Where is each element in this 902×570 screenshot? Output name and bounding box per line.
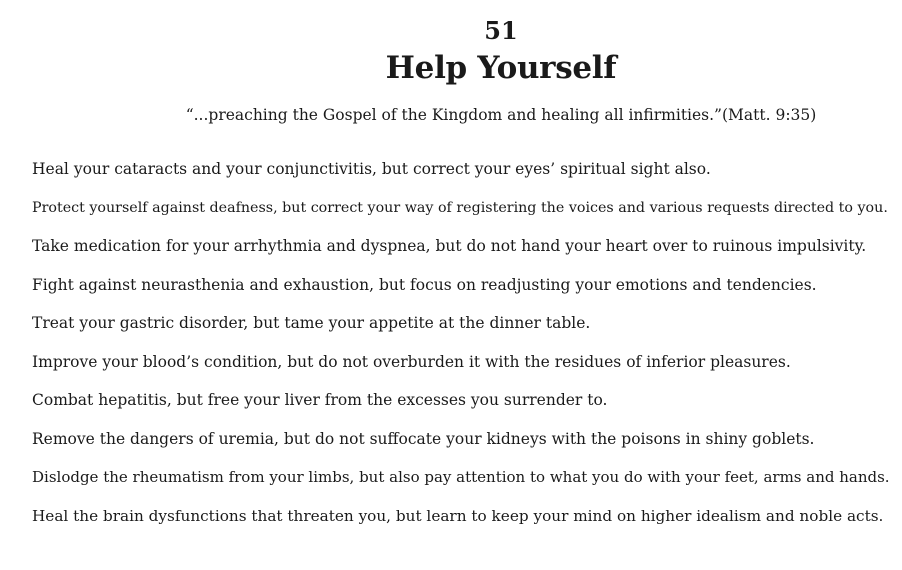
paragraph: Remove the dangers of uremia, but do not suffocate your kidneys with the poisons in shiny goblets. (32, 429, 815, 448)
paragraph-list (32, 158, 892, 543)
epigraph: “...preaching the Gospel of the Kingdom and healing all infirmities.”(Matt. 9:35) (185, 106, 817, 124)
paragraph: Improve your blood’s condition, but do not overburden it with the residues of inferior pleasures. (32, 352, 791, 371)
chapter-title: Help Yourself (385, 50, 617, 86)
paragraph: Protect yourself against deafness, but correct your way of registering the voices and various requests directed to you. (32, 199, 888, 216)
paragraph: Heal your cataracts and your conjunctivitis, but correct your eyes’ spiritual sight also. (32, 160, 711, 178)
paragraph: Treat your gastric disorder, but tame your appetite at the dinner table. (32, 314, 591, 332)
paragraph: Dislodge the rheumatism from your limbs, but also pay attention to what you do with your feet, arms and hands. (32, 468, 890, 486)
paragraph: Heal the brain dysfunctions that threaten you, but learn to keep your mind on higher idealism and noble acts. (32, 506, 884, 525)
paragraph: Combat hepatitis, but free your liver from the excesses you surrender to. (32, 391, 608, 409)
paragraph: Fight against neurasthenia and exhaustion, but focus on readjusting your emotions and tendencies. (32, 275, 817, 294)
chapter-number: 51 (484, 16, 518, 45)
paragraph: Take medication for your arrhythmia and dyspnea, but do not hand your heart over to ruinous impulsivity. (32, 237, 867, 255)
